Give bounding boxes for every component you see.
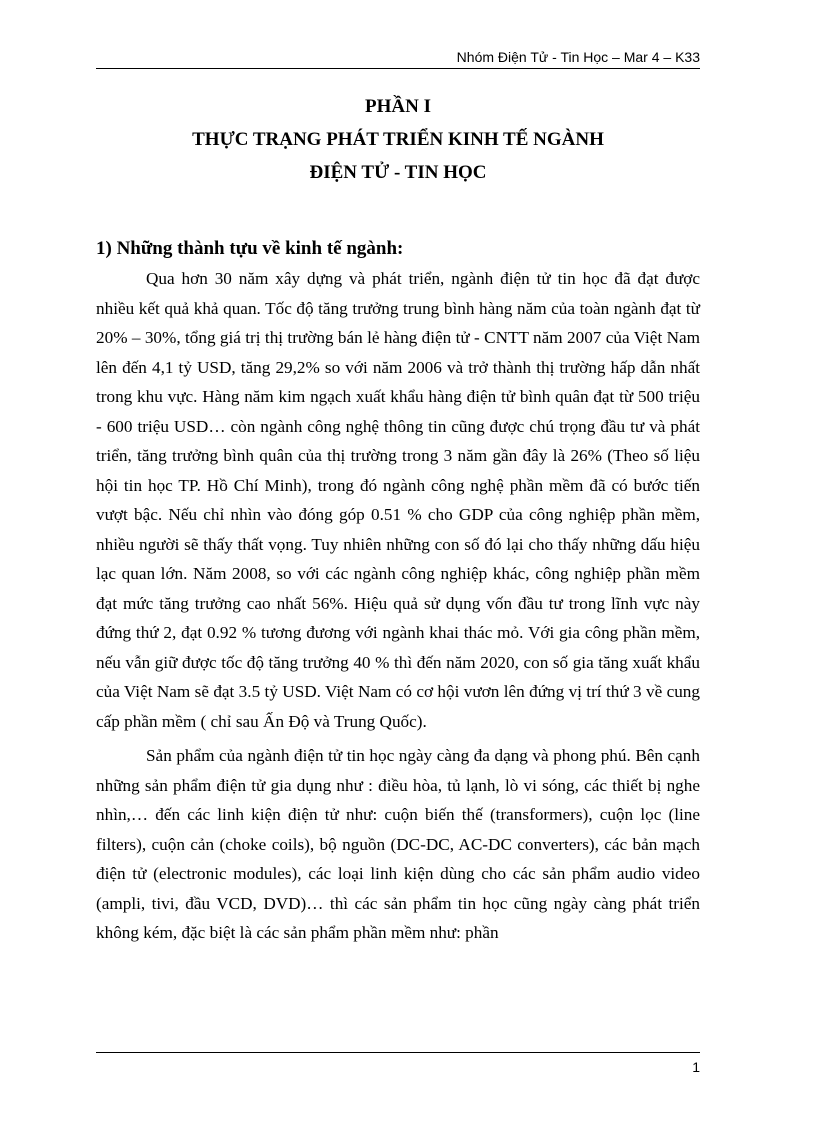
paragraph-achievements: Qua hơn 30 năm xây dựng và phát triển, ngành điện tử tin học đã đạt được nhiều kết quả khả quan. Tốc độ tăng trưởng trung bình hàng năm của toàn ngành đạt từ 20% – 30%, tổng giá trị thị trường bán lẻ hàng điện tử - CNTT năm 2007 của Việt Nam lên đến 4,1 tỷ USD, tăng 29,2% so với năm 2006 và trở thành thị trường hấp dẫn nhất trong khu vực. Hàng năm kim ngạch xuất khẩu hàng điện tử bình quân đạt từ 500 triệu - 600 triệu USD… còn ngành công nghệ thông tin cũng được chú trọng đầu tư và phát triển, tăng trưởng bình quân của thị trường trong 3 năm gần đây là 26% (Theo số liệu hội tin học TP. Hồ Chí Minh), trong đó ngành công nghệ phần mềm đã có bước tiến vượt bậc. Nếu chỉ nhìn vào đóng góp 0.51 % cho GDP của công nghiệp phần mềm, nhiều người sẽ thấy thất vọng. Tuy nhiên những con số đó lại cho thấy những dấu hiệu lạc quan lớn. Năm 2008, so với các ngành công nghiệp khác, công nghiệp phần mềm đạt mức tăng trưởng cao nhất 56%. Hiệu quả sử dụng vốn đầu tư trong lĩnh vực này đứng thứ 2, đạt 0.92 % tương đương với ngành khai thác mỏ. Với gia công phần mềm, nếu vẫn giữ được tốc độ tăng trưởng 40 % thì đến năm 2020, con số gia tăng xuất khẩu của Việt Nam sẽ đạt 3.5 tỷ USD. Việt Nam có cơ hội vươn lên đứng vị trí thứ 3 về cung cấp phần mềm ( chỉ sau Ấn Độ và Trung Quốc). [96, 269, 700, 731]
section-heading: 1) Những thành tựu về kinh tế ngành: [96, 238, 404, 259]
part-title: PHẦN I [365, 96, 431, 117]
chapter-title-line-2: ĐIỆN TỬ - TIN HỌC [309, 162, 487, 183]
chapter-title-block [96, 91, 700, 190]
footer-divider [96, 1052, 700, 1053]
chapter-title-line-1: THỰC TRẠNG PHÁT TRIỂN KINH TẾ NGÀNH [192, 129, 604, 150]
page-header [96, 48, 700, 69]
body-text [96, 264, 700, 953]
paragraph-products: Sản phẩm của ngành điện tử tin học ngày càng đa dạng và phong phú. Bên cạnh những sản phẩm điện tử gia dụng như : điều hòa, tủ lạnh, lò vi sóng, các thiết bị nghe nhìn,… đến các linh kiện điện tử như: cuộn biến thế (transformers), cuộn lọc (line filters), cuộn cản (choke coils), bộ nguồn (DC-DC, AC-DC converters), các bản mạch điện tử (electronic modules), các loại linh kiện dùng cho các sản phẩm audio video (ampli, tivi, đầu VCD, DVD)… thì các sản phẩm tin học cũng ngày càng phát triển không kém, đặc biệt là các sản phẩm phần mềm như: phần [96, 746, 700, 942]
header-text: Nhóm Điện Tử - Tin Học – Mar 4 – K33 [456, 49, 700, 65]
page-number: 1 [692, 1059, 700, 1075]
